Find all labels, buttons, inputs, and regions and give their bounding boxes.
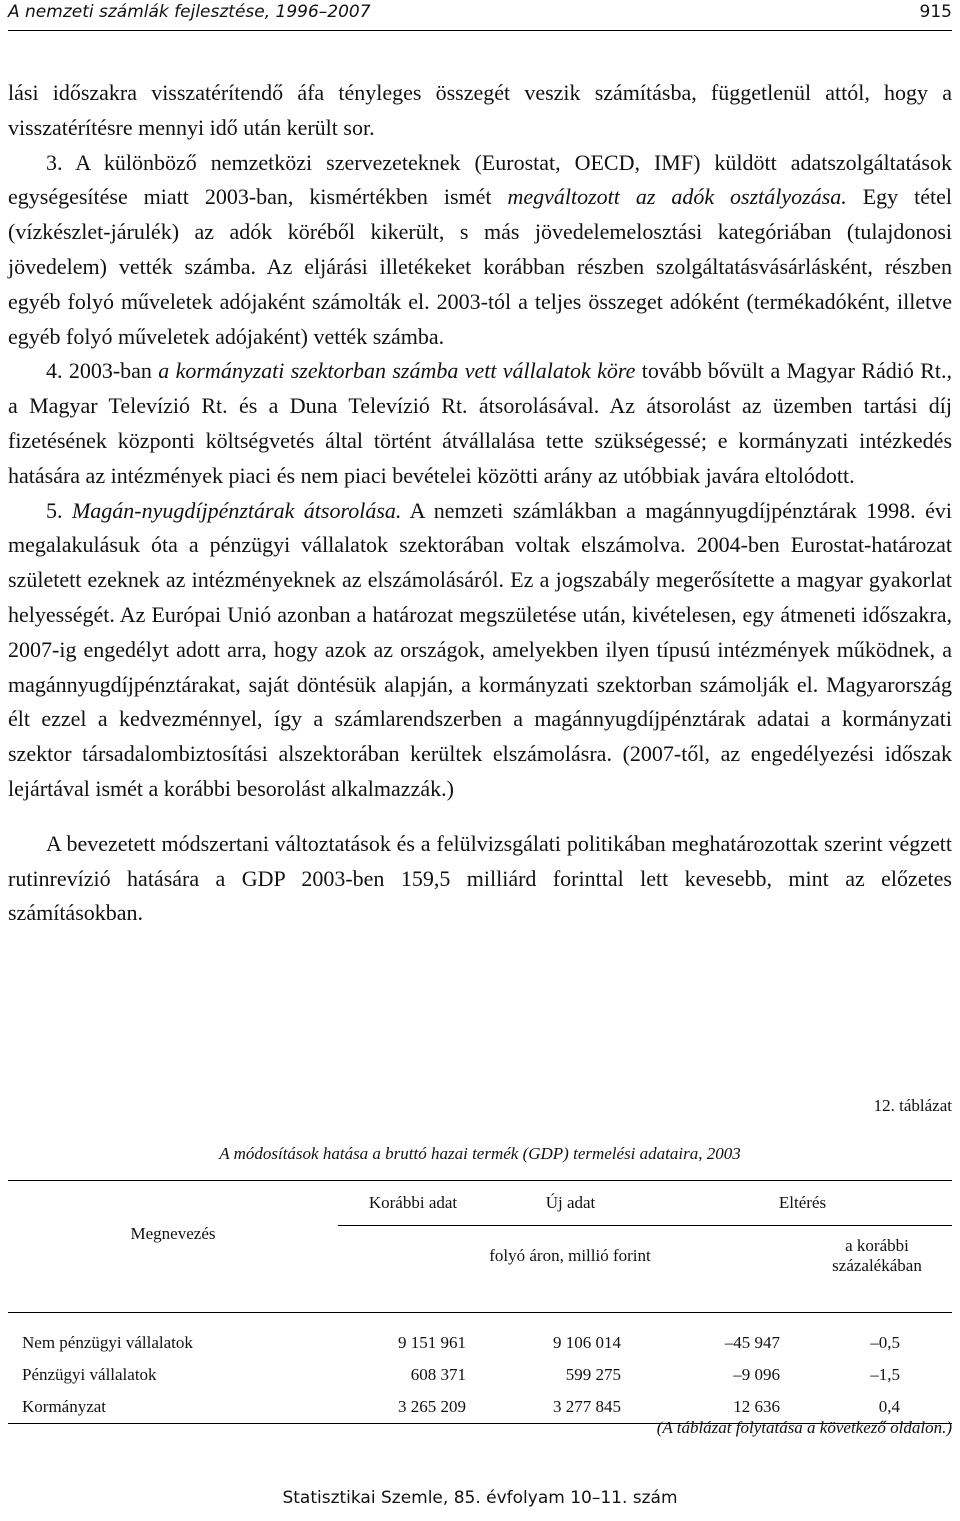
paragraph-item-5 (8, 494, 952, 807)
header-new: Új adat (488, 1181, 653, 1226)
item-3-text-a: A különböző nemzetközi szervezeteknek (Eurostat, OECD, IMF) küldött adatszolgáltatások egységesítése miatt 2003-ban, kismértékben ismét (8, 149, 952, 210)
table-number: 12. táblázat (873, 1096, 952, 1115)
table-row (8, 1327, 952, 1359)
cell-prev: 9 151 961 (398, 1333, 466, 1352)
page-number: 915 (919, 2, 952, 22)
table-row (8, 1359, 952, 1391)
header-pct: a korábbi százalékában (832, 1236, 922, 1275)
item-3-emphasis: megváltozott az adók osztályozása. (507, 184, 847, 210)
item-number-4: 4. (46, 358, 63, 384)
item-4-emphasis: a kormányzati szektorban számba vett vállalatok köre (158, 358, 636, 384)
journal-footer: Statisztikai Szemle, 85. évfolyam 10–11. szám (282, 1488, 678, 1508)
summary-text: A bevezetett módszertani változtatások és a felülvizsgálati politikában meghatározottak szerint végzett rutinrevízió hatására a GDP 2003-ben 159,5 milliárd forinttal lett kevesebb, mint az előzetes számításokban. (8, 830, 952, 926)
cell-pct: –0,5 (870, 1333, 900, 1352)
body-text (8, 76, 952, 931)
item-5-emphasis: Magán-nyugdíjpénztárak átsorolása. (62, 497, 402, 523)
data-table (8, 1180, 952, 1424)
header-diff: Eltérés (653, 1181, 952, 1226)
item-3-text-b: Egy tétel (vízkészlet-járulék) az adók köréből kikerült, s más jövedelemelosztási kategóriában (tulajdonosi jövedelem) vették számba. Az eljárási illetékeket korábban részben szolgáltatásvásárlásként, részben egyéb folyó műveletek adójaként számolták el. 2003-tól a teljes összeget adóként (termékadóként, illetve egyéb folyó műveletek adójaként) vették számba. (8, 184, 952, 349)
item-4-text-a: 2003-ban (62, 358, 159, 384)
table-header-row-1 (8, 1181, 952, 1226)
item-5-text-b: A nemzeti számlákban a magánnyugdíjpénztárak 1998. évi megalakulásuk óta a pénzügyi vállalatok szektorában voltak elszámolva. 2004-ben Eurostat-határozat született ezeknek az intézményeknek az elszámolásáról. Ez a jogszabály megerősítette a magyar gyakorlat helyességét. Az Európai Unió azonban a határozat megszületése után, kivételesen, egy átmeneti időszakra, 2007-ig engedélyt adott arra, hogy azok az országok, amelyekben ilyen típusú intézmények működnek, a magánnyugdíjpénztárakat, saját döntésük alapján, a kormányzati szektorban számolják el. Magyarország élt ezzel a kedvezménnyel, így a számlarendszerben a magánnyugdíjpénztárak adatai a kormányzati szektor társadalombiztosítási alszektorában kerültek elszámolásra. (2007-től, az engedélyezési időszak lejártával ismét a korábbi besorolást alkalmazzák.) (8, 497, 952, 801)
row-label: Kormányzat (8, 1391, 338, 1424)
paragraph-1-text: lási időszakra visszatérítendő áfa tényleges összegét veszik számításba, függetlenül attól, hogy a visszatérítésre mennyi idő után került sor. (8, 80, 952, 140)
paragraph-item-3 (8, 146, 952, 355)
cell-pct: –1,5 (870, 1365, 900, 1384)
paragraph-summary (8, 827, 952, 931)
cell-new: 599 275 (565, 1365, 621, 1384)
header-separator (8, 1286, 952, 1313)
header-prev: Korábbi adat (338, 1181, 488, 1226)
item-number-5: 5. (46, 497, 63, 523)
row-label: Pénzügyi vállalatok (22, 1365, 157, 1384)
cell-diff: 12 636 (653, 1391, 802, 1424)
cell-diff: –45 947 (724, 1333, 780, 1352)
header-name: Megnevezés (8, 1181, 338, 1287)
running-header (8, 0, 952, 31)
item-number-3: 3. (46, 149, 63, 175)
row-label: Nem pénzügyi vállalatok (22, 1333, 193, 1352)
cell-prev: 3 265 209 (338, 1391, 488, 1424)
cell-new: 3 277 845 (488, 1391, 653, 1424)
spacer-row (8, 1313, 952, 1328)
cell-diff: –9 096 (733, 1365, 780, 1384)
cell-new: 9 106 014 (553, 1333, 621, 1352)
table-continued-note: (A táblázat folytatása a következő oldalon.) (656, 1418, 952, 1437)
header-unit: folyó áron, millió forint (489, 1246, 651, 1265)
running-title: A nemzeti számlák fejlesztése, 1996–2007 (8, 2, 371, 22)
cell-prev: 608 371 (410, 1365, 466, 1384)
cell-pct: 0,4 (802, 1391, 952, 1424)
table-title: A módosítások hatása a bruttó hazai termék (GDP) termelési adataira, 2003 (219, 1144, 741, 1163)
paragraph-item-4 (8, 354, 952, 493)
item-4-text-b: tovább bővült a Magyar Rádió Rt., a Magyar Televízió Rt. és a Duna Televízió Rt. átsorolásával. Az átsorolást az üzemben tartási díj fizetésének központi költségvetés által történt átvállalása tette szükségessé; e kormányzati intézkedés hatására az intézmények piaci és nem piaci bevételei közötti arány az utóbbiak javára eltolódott. (8, 358, 953, 488)
paragraph-1 (8, 76, 952, 146)
